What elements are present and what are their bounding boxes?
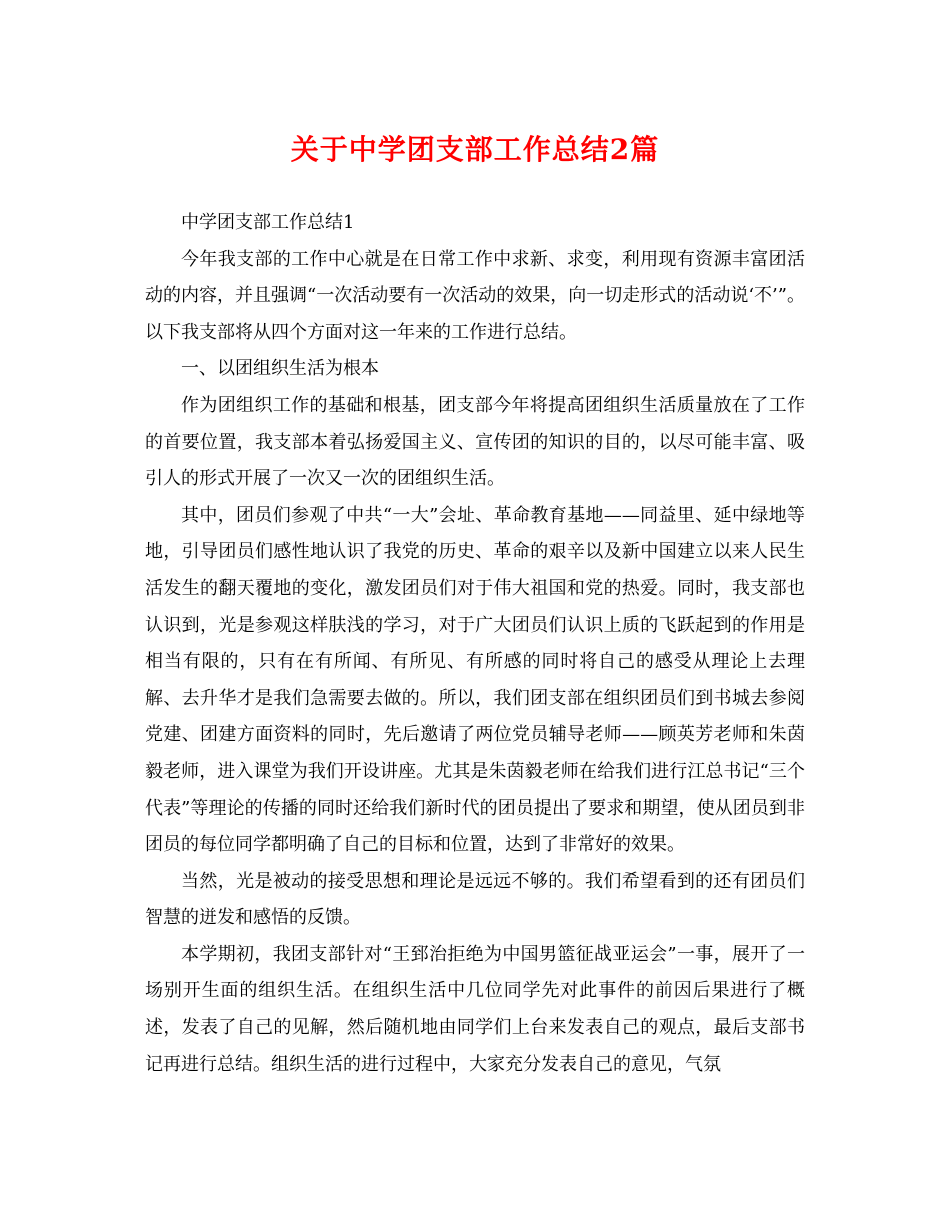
body-paragraph: 本学期初，我团支部针对“王郅治拒绝为中国男篮征战亚运会”一事，展开了一场别开生面的组织生活。在组织生活中几位同学先对此事件的前因后果进行了概述，发表了自己的见解，然后随机地由同学们上台来发表自己的观点，最后支部书记再进行总结。组织生活的进行过程中，大家充分发表自己的意见，气氛 (145, 943, 805, 1075)
document-body (145, 205, 805, 1083)
section-heading: 中学团支部工作总结1 (181, 212, 355, 233)
body-paragraph: 作为团组织工作的基础和根基，团支部今年将提高团组织生活质量放在了工作的首要位置，我支部本着弘扬爱国主义、宣传团的知识的目的，以尽可能丰富、吸引人的形式开展了一次又一次的团组织生活。 (145, 394, 805, 490)
document-title: 关于中学团支部工作总结2篇 (290, 133, 660, 166)
body-paragraph: 当然，光是被动的接受思想和理论是远远不够的。我们希望看到的还有团员们智慧的迸发和感悟的反馈。 (145, 870, 805, 929)
body-paragraph: 其中，团员们参观了中共“一大”会址、革命教育基地——同益里、延中绿地等地，引导团员们感性地认识了我党的历史、革命的艰辛以及新中国建立以来人民生活发生的翻天覆地的变化，激发团员们对于伟大祖国和党的热爱。同时，我支部也认识到，光是参观这样肤浅的学习，对于广大团员们认识上质的飞跃起到的作用是相当有限的，只有在有所闻、有所见、有所感的同时将自己的感受从理论上去理解、去升华才是我们急需要去做的。所以，我们团支部在组织团员们到书城去参阅党建、团建方面资料的同时，先后邀请了两位党员辅导老师——顾英芳老师和朱茵毅老师，进入课堂为我们开设讲座。尤其是朱茵毅老师在给我们进行江总书记“三个代表”等理论的传播的同时还给我们新时代的团员提出了要求和期望，使从团员到非团员的每位同学都明确了自己的目标和位置，达到了非常好的效果。 (145, 504, 805, 856)
section-heading: 一、以团组织生活为根本 (181, 358, 379, 380)
body-paragraph: 今年我支部的工作中心就是在日常工作中求新、求变，利用现有资源丰富团活动的内容，并且强调“一次活动要有一次活动的效果，向一切走形式的活动说‘不’”。以下我支部将从四个方面对这一年来的工作进行总结。 (145, 248, 805, 343)
